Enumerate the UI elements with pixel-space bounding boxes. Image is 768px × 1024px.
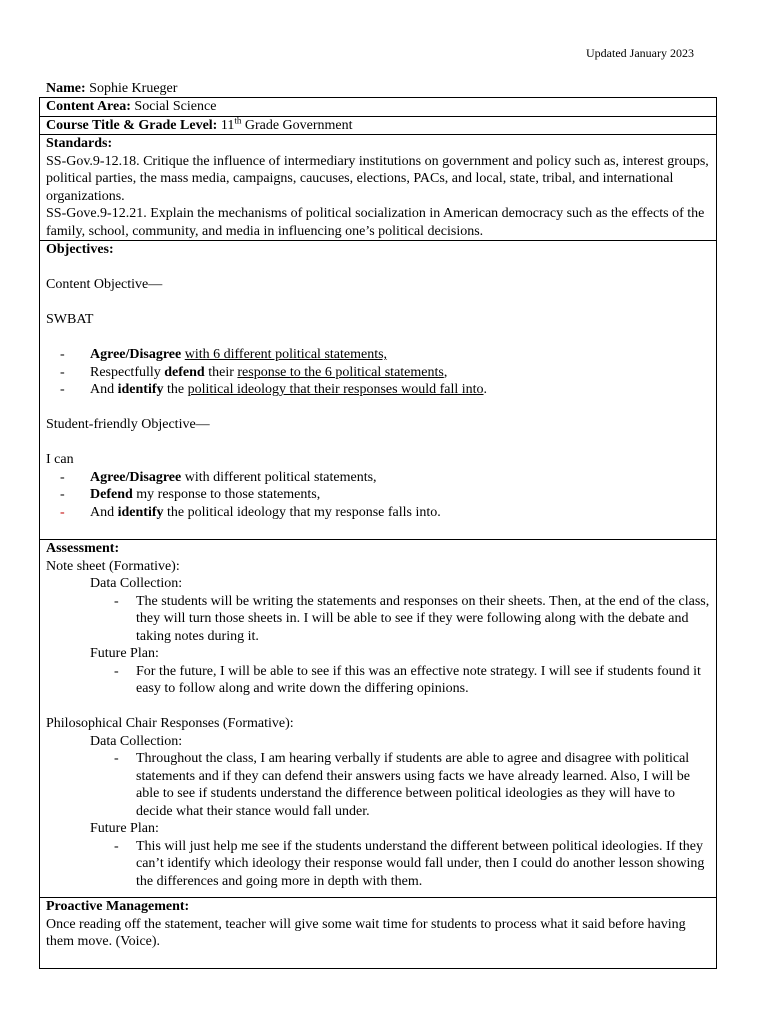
objectives-row xyxy=(40,241,717,540)
grade-number: 11 xyxy=(220,117,235,133)
content-area-label: Content Area: xyxy=(46,99,131,114)
data-collection-label-2: Data Collection: xyxy=(90,733,183,749)
future-plan-label-2: Future Plan: xyxy=(90,821,159,836)
list-item: - And identify the political ideology that their responses would fall into. xyxy=(46,381,710,399)
student-objective-heading: Student-friendly Objective— xyxy=(46,417,210,432)
data-collection-label-1: Data Collection: xyxy=(90,576,183,591)
standards-label: Standards: xyxy=(46,136,113,151)
updated-date: Updated January 2023 xyxy=(586,46,694,60)
course-row xyxy=(40,116,717,135)
content-area-value: Social Science xyxy=(134,99,217,114)
proactive-management-row xyxy=(40,898,717,969)
note-sheet-heading: Note sheet (Formative): xyxy=(46,558,180,574)
proactive-management-text: Once reading off the statement, teacher will give some wait time for students to process what it said before having them move. (Voice). xyxy=(46,916,686,949)
content-objective-list xyxy=(46,346,710,399)
list-item: - Respectfully defend their response to the 6 political statements, xyxy=(46,364,710,382)
data-collection-text-2: - Throughout the class, I am hearing verbally if students are able to agree and disagree with political statements and if they can defend their answers using facts we have already learned. Also, I will be able to see if students understand the difference between political ideologies as they will have to decide what their stance would fall under. xyxy=(46,750,710,820)
course-label: Course Title & Grade Level: xyxy=(46,117,218,133)
course-title: Grade Government xyxy=(244,117,353,133)
grade-superscript: th xyxy=(234,114,242,125)
standard-1: SS-Gov.9-12.18. Critique the influence of intermediary institutions on government and policy such as, interest groups, political parties, the mass media, campaigns, caucuses, elections, PACs, and local, state, tribal, and international organizations. xyxy=(46,153,709,204)
name-line xyxy=(46,80,177,98)
list-item: - And identify the political ideology that my response falls into. xyxy=(46,504,710,522)
content-objective-heading: Content Objective— xyxy=(46,277,163,292)
future-plan-label-1: Future Plan: xyxy=(90,646,159,661)
future-plan-text-2: - This will just help me see if the students understand the different between political ideologies. If they can’t identify which ideology their response would fall under, then I could do another lesson showing the differences and going more in depth with them. xyxy=(46,838,710,891)
data-collection-text-1: - The students will be writing the statements and responses on their sheets. Then, at the end of the class, they will turn those sheets in. I will be able to see if they were following along with the debate and taking notes during it. xyxy=(46,593,710,646)
name-label: Name: xyxy=(46,81,86,96)
proactive-management-label: Proactive Management: xyxy=(46,899,190,914)
content-area-row xyxy=(40,98,717,117)
objectives-label: Objectives: xyxy=(46,242,114,257)
standard-2: SS-Gove.9-12.21. Explain the mechanisms of political socialization in American democracy such as the effects of the family, school, community, and media in influencing one’s political decisions. xyxy=(46,206,705,239)
swbat-label: SWBAT xyxy=(46,312,94,327)
list-item: - Agree/Disagree with 6 different political statements, xyxy=(46,346,710,364)
standards-row xyxy=(40,135,717,241)
assessment-label: Assessment: xyxy=(46,541,120,556)
list-item: - Defend my response to those statements, xyxy=(46,486,710,504)
student-objective-list xyxy=(46,469,710,522)
assessment-row xyxy=(40,540,717,898)
philosophical-chair-heading: Philosophical Chair Responses (Formative): xyxy=(46,716,294,731)
future-plan-text-1: - For the future, I will be able to see if this was an effective note strategy. I will see if students found it easy to follow along and write down the differing opinions. xyxy=(46,663,710,698)
name-value: Sophie Krueger xyxy=(89,81,178,96)
list-item: - Agree/Disagree with different political statements, xyxy=(46,469,710,487)
i-can-label: I can xyxy=(46,452,74,467)
lesson-plan-table xyxy=(39,97,717,969)
